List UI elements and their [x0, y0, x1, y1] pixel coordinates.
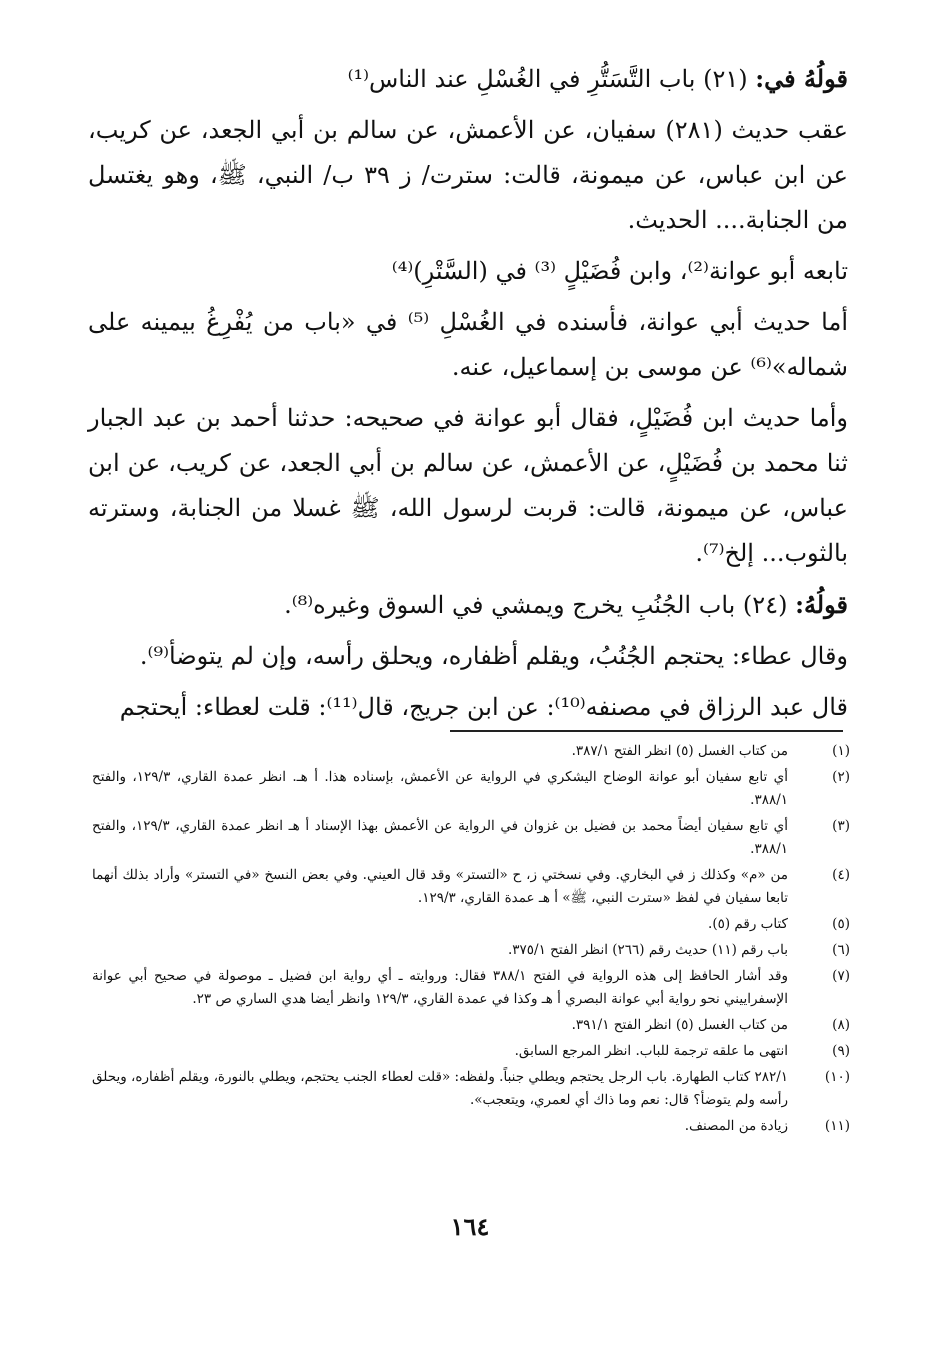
heading-text: (٢٤) باب الجُنُبِ يخرج ويمشي في السوق وغيره⁽⁸⁾.: [284, 591, 796, 619]
footnote-number: (٤): [832, 867, 850, 883]
footnote-number: (١٠): [824, 1069, 850, 1085]
footnote: [92, 913, 850, 936]
footnotes: [92, 740, 850, 1141]
page-number: ١٦٤: [450, 1212, 490, 1241]
footnote-text: باب رقم (١١) حديث رقم (٢٦٦) انظر الفتح ٣٧٥/١.: [508, 942, 788, 958]
paragraph-abd-al-razzaq: قال عبد الرزاق في مصنفه⁽¹⁰⁾: عن ابن جريج، قال⁽¹¹⁾: قلت لعطاء: أيحتجم: [119, 693, 848, 721]
footnote-number: (٥): [832, 916, 850, 932]
paragraph-ibn-fudayl: وأما حديث ابن فُضَيْلٍ، فقال أبو عوانة في صحيحه: حدثنا أحمد بن عبد الجبار ثنا محمد بن فُضَيْلٍ، عن الأعمش، عن سالم بن أبي الجعد، عن كريب، عن ابن عباس، عن ميمونة، قالت: قربت لرسول الله، ﷺ غسلا من الجنابة، وسترته بالثوب... إلخ⁽⁷⁾.: [88, 404, 849, 567]
footnote-separator: [450, 730, 843, 732]
heading-lead: قولُهُ:: [795, 590, 848, 619]
footnote: [92, 1014, 850, 1037]
footnote-number: (١١): [824, 1118, 850, 1134]
footnote-text: وقد أشار الحافظ إلى هذه الرواية في الفتح ٣٨٨/١ فقال: وروايته ـ أي رواية ابن فضيل ـ موصولة في صحيح أبي عوانة الإسفراييني نحو رواية أبي عوانة البصري أ هـ وكذا في عمدة القاري، ١٢٩/٣ وانظر أيضا هدي الساري ص ٢٣.: [92, 968, 788, 1007]
paragraph-followers: تابعه أبو عوانة⁽²⁾، وابن فُضَيْلٍ ⁽³⁾ في (السَّتْرِ)⁽⁴⁾: [391, 257, 848, 285]
footnote: [92, 1115, 850, 1138]
footnote-text: ٢٨٢/١ كتاب الطهارة. باب الرجل يحتجم ويطلي جنباً. ولفظه: «قلت لعطاء الجنب يحتجم، ويطلي بالنورة، ويقلم أظفاره، ويحلق رأسه ولم يتوضأ؟ قال: نعم وما ذاك أي لعمري، ويتعجب».: [92, 1069, 788, 1108]
footnote-text: من كتاب الغسل (٥) انظر الفتح ٣٨٧/١.: [571, 743, 788, 759]
footnote: [92, 766, 850, 812]
footnote-text: كتاب رقم (٥).: [708, 916, 788, 932]
footnote-text: انتهى ما علقه ترجمة للباب. انظر المرجع السابق.: [514, 1043, 788, 1059]
footnote-number: (٢): [832, 769, 850, 785]
footnote-text: أي تابع سفيان أبو عوانة الوضاح اليشكري في الرواية عن الأعمش، بإسناده هذا. أ هـ. انظر عمدة القاري، ١٢٩/٣، والفتح ٣٨٨/١.: [92, 769, 788, 808]
footnote-number: (٣): [832, 818, 850, 834]
chapter-heading-24: [88, 582, 848, 628]
chapter-heading-21: [88, 56, 848, 102]
footnote: [92, 1066, 850, 1112]
footnote-number: (١): [832, 743, 850, 759]
footnote: [92, 740, 850, 763]
heading-text: (٢١) باب التَّسَتُّرِ في الغُسْلِ عند الناس⁽¹⁾: [347, 65, 756, 93]
footnote-text: من «م» وكذلك ز في البخاري. وفي نسختي ز، ح «التستر» وقد قال العيني. وفي بعض النسخ «في التستر» وأراد بذلك أنهما تابعا سفيان في لفظ «سترت النبي، ﷺ» أ هـ عمدة القاري، ١٢٩/٣.: [92, 867, 788, 906]
footnote-text: زيادة من المصنف.: [684, 1118, 788, 1134]
footnote-number: (٨): [832, 1017, 850, 1033]
footnote: [92, 864, 850, 910]
footnote: [92, 815, 850, 861]
footnote-number: (٦): [832, 942, 850, 958]
footnote-number: (٩): [832, 1043, 850, 1059]
main-text: [88, 52, 848, 736]
paragraph-ata: وقال عطاء: يحتجم الجُنُبُ، ويقلم أظفاره، ويحلق رأسه، وإن لم يتوضأ⁽⁹⁾.: [139, 642, 848, 670]
heading-lead: قولُهُ في:: [755, 64, 848, 93]
footnote-number: (٧): [832, 968, 850, 984]
footnote: [92, 1040, 850, 1063]
footnote: [92, 965, 850, 1011]
footnote: [92, 939, 850, 962]
footnote-text: أي تابع سفيان أيضاً محمد بن فضيل بن غزوان في الرواية عن الأعمش بهذا الإسناد أ هـ انظر عمدة القاري، ١٢٩/٣، والفتح ٣٨٨/١.: [92, 818, 788, 857]
footnote-text: من كتاب الغسل (٥) انظر الفتح ٣٩١/١.: [571, 1017, 788, 1033]
paragraph-abu-awana: أما حديث أبي عوانة، فأسنده في الغُسْلِ ⁽⁵⁾ في «باب من يُفْرِغُ بيمينه على شماله»⁽⁶⁾ عن موسى بن إسماعيل، عنه.: [88, 308, 848, 381]
paragraph-hadith-281: عقب حديث (٢٨١) سفيان، عن الأعمش، عن سالم بن أبي الجعد، عن كريب، عن ابن عباس، عن ميمونة، قالت: سترت/ ز ٣٩ ب/ النبي، ﷺ، وهو يغتسل من الجنابة.... الحديث.: [88, 116, 849, 234]
